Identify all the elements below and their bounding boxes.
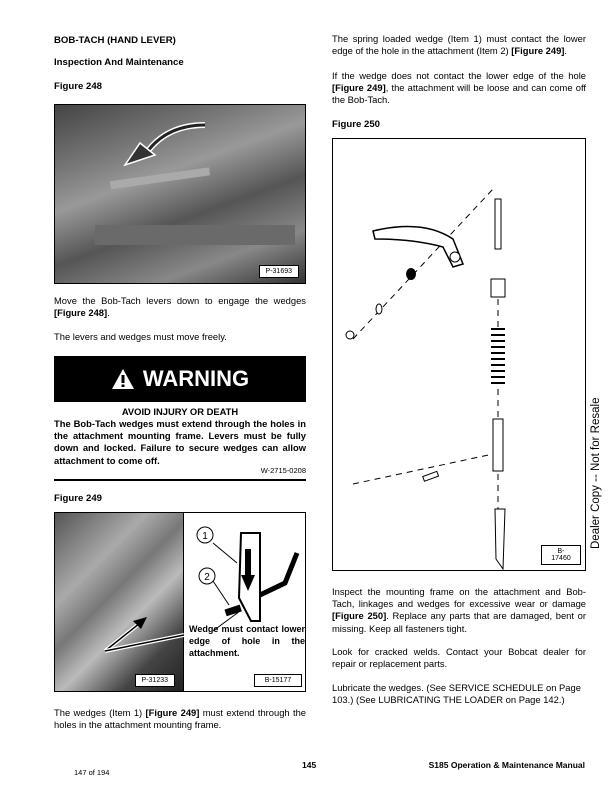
warning-heading: AVOID INJURY OR DEATH [121, 406, 239, 417]
paragraph: The wedges (Item 1) [Figure 249] must extend through the holes in the attachment mounting frame. [54, 707, 307, 731]
paragraph: Lubricate the wedges. (See SERVICE SCHEDULE on Page 103.) (See LUBRICATING THE LOADER on Page 142.) [332, 682, 581, 706]
figure-250-label: Figure 250 [332, 119, 380, 130]
paragraph: Move the Bob-Tach levers down to engage the wedges [Figure 248]. [54, 295, 306, 319]
exploded-parts-diagram [333, 139, 586, 571]
divider [54, 479, 306, 481]
page-number: 145 [302, 760, 317, 770]
warning-triangle-icon [111, 368, 135, 390]
page-count: 147 of 194 [74, 768, 110, 777]
warning-title: WARNING [142, 366, 250, 391]
paragraph: If the wedge does not contact the lower edge of the hole [Figure 249], the attachment will be loose and can come off the Bob-Tach. [332, 70, 586, 106]
watermark: Dealer Copy -- Not for Resale [590, 397, 602, 549]
callout-1: 1 [202, 531, 208, 542]
subsection-title: Inspection And Maintenance [54, 57, 184, 68]
figure-249 [54, 512, 306, 692]
paragraph: The spring loaded wedge (Item 1) must contact the lower edge of the hole in the attachment (Item 2) [Figure 249]. [332, 33, 586, 57]
figure-reference: [Figure 248] [54, 307, 108, 319]
figure-250 [332, 138, 586, 571]
warning-body: The Bob-Tach wedges must extend through the holes in the attachment mounting frame. Levers must be fully down and locked. Failure to secure wedges can allow attachment to come off. [54, 418, 306, 466]
figure-249-photo [55, 513, 184, 691]
wedge-diagram [185, 513, 305, 633]
figure-249-label: Figure 249 [54, 493, 102, 504]
figure-249-caption: Wedge must contact lower edge of hole in the attachment. [189, 624, 305, 658]
arrow-icon [55, 513, 184, 691]
paragraph: The levers and wedges must move freely. [54, 331, 227, 342]
warning-code: W-2715-0208 [260, 466, 306, 475]
figure-248-label: Figure 248 [54, 81, 102, 92]
lever-arrow-icon [55, 105, 306, 284]
paragraph: Inspect the mounting frame on the attachment and Bob-Tach, linkages and wedges for excessive wear or damage [Figure 250]. Replace any parts that are damaged, bent or missing. Keep all fasteners tight. [332, 586, 587, 634]
figure-250-code: B-17460 [541, 545, 581, 565]
figure-249-photo-code: P-31233 [135, 674, 175, 687]
figure-249-diagram-code: B-15177 [254, 674, 302, 687]
warning-banner [54, 356, 306, 402]
section-title: BOB-TACH (HAND LEVER) [54, 35, 176, 46]
paragraph: Look for cracked welds. Contact your Bobcat dealer for repair or replacement parts. [332, 646, 586, 670]
figure-248-code: P-31693 [259, 265, 299, 278]
callout-2: 2 [204, 572, 210, 583]
manual-title: S185 Operation & Maintenance Manual [428, 760, 585, 770]
figure-248-photo [54, 104, 306, 284]
